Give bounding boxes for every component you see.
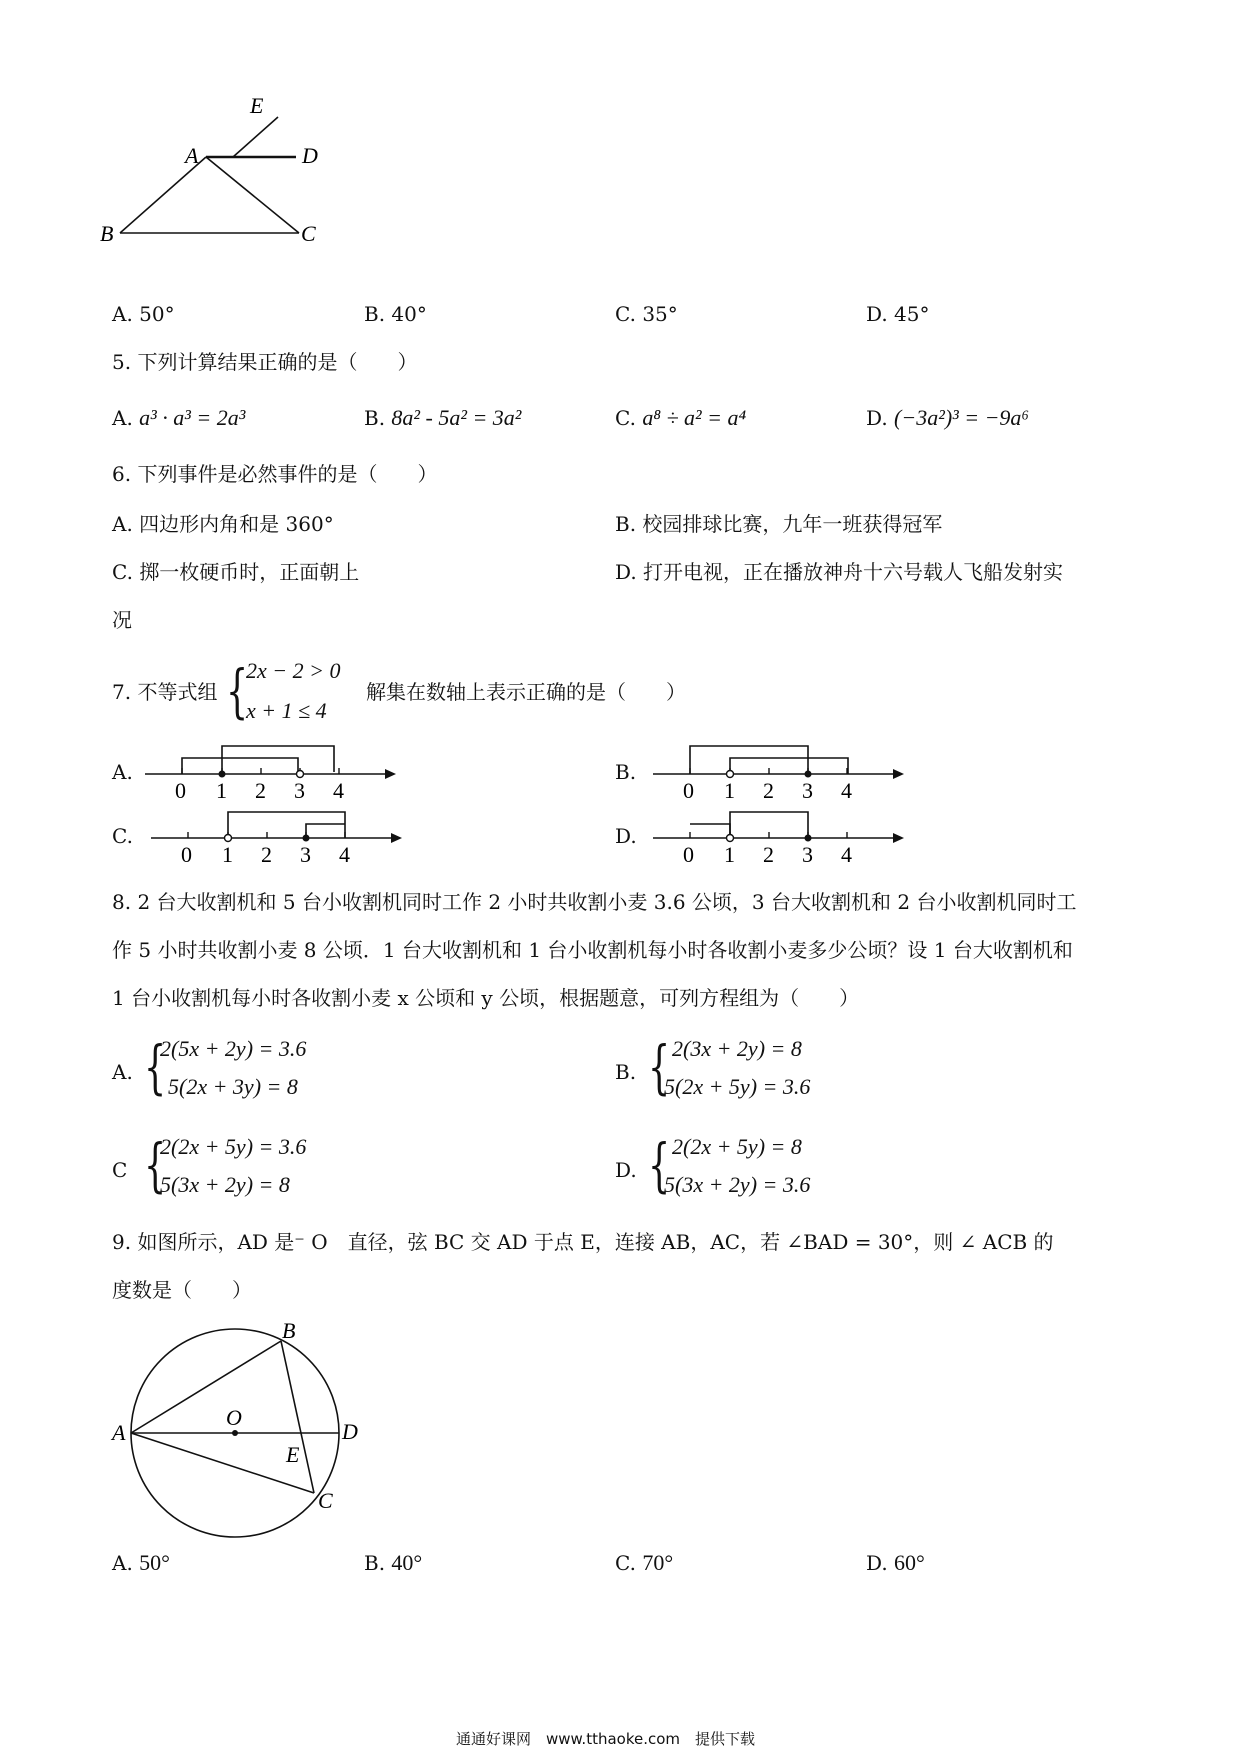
q8-option-a-letter: A. — [112, 1060, 133, 1084]
q6-option-d: D. 打开电视，正在播放神舟十六号载人飞船发射实 — [615, 560, 1064, 584]
q5-option-d: D. (−3a²)³ = −9a⁶ — [866, 405, 1030, 430]
q8-option-c-eq2: 5(3x + 2y) = 8 — [160, 1172, 290, 1197]
q6-option-c: C. 掷一枚硬币时，正面朝上 — [112, 560, 360, 584]
q9-option-a: A. 50° — [112, 1550, 170, 1575]
tick-label: 2 — [255, 778, 266, 803]
label-d: D — [342, 1419, 358, 1444]
q9-line-2: 度数是（ ） — [112, 1278, 252, 1302]
tick-label: 3 — [802, 778, 813, 803]
label-c: C — [318, 1488, 333, 1513]
q8-line-2: 作 5 小时共收割小麦 8 公顷．1 台大收割机和 1 台小收割机每小时各收割小麦多少公顷？设 1 台大收割机和 — [112, 938, 1073, 962]
q7-inequality-1: 2x − 2 > 0 — [246, 658, 341, 683]
q6-stem: 6. 下列事件是必然事件的是（ ） — [112, 462, 438, 486]
q8-option-c-brace: { — [144, 1131, 167, 1199]
label-c: C — [301, 221, 316, 246]
label-o: O — [226, 1405, 242, 1430]
tick-label: 4 — [333, 778, 344, 803]
label-a: A — [112, 1420, 126, 1445]
q5-option-c: C. a⁸ ÷ a² = a⁴ — [615, 405, 747, 430]
tick-label: 4 — [841, 842, 852, 867]
q8-option-c-letter: C — [112, 1158, 128, 1182]
q7-suffix: 解集在数轴上表示正确的是（ ） — [366, 680, 686, 704]
q8-option-b-eq2: 5(2x + 5y) = 3.6 — [664, 1074, 811, 1099]
q8-line-3: 1 台小收割机每小时各收割小麦 x 公顷和 y 公顷，根据题意，可列方程组为（ ） — [112, 986, 860, 1010]
q9-option-c: C. 70° — [615, 1550, 674, 1575]
q4-option-b: B. 40° — [364, 302, 427, 326]
q7-prefix: 7. 不等式组 — [112, 680, 218, 704]
q8-option-d-eq2: 5(3x + 2y) = 3.6 — [664, 1172, 811, 1197]
q7-inequality-2: x + 1 ≤ 4 — [246, 698, 327, 723]
q7-number-line-c — [146, 806, 406, 867]
q6-option-a: A. 四边形内角和是 360° — [112, 512, 334, 536]
q7-option-c-letter: C. — [112, 824, 133, 848]
tick-label: 1 — [724, 842, 735, 867]
tick-label: 1 — [222, 842, 233, 867]
q9-option-d: D. 60° — [866, 1550, 925, 1575]
q6-option-d-wrap: 况 — [112, 608, 132, 632]
label-a: A — [185, 143, 199, 168]
tick-label: 1 — [216, 778, 227, 803]
tick-label: 3 — [300, 842, 311, 867]
q8-option-b-letter: B. — [615, 1060, 637, 1084]
q9-option-b: B. 40° — [364, 1550, 423, 1575]
label-b: B — [282, 1318, 296, 1343]
q7-number-line-a — [140, 742, 400, 803]
q7-option-a-letter: A. — [112, 760, 133, 784]
q8-option-c-eq1: 2(2x + 5y) = 3.6 — [160, 1134, 307, 1159]
label-b: B — [100, 221, 114, 246]
q7-brace: { — [226, 657, 249, 725]
q7-option-b-letter: B. — [615, 760, 637, 784]
tick-label: 2 — [763, 778, 774, 803]
label-e: E — [286, 1442, 300, 1467]
tick-label: 4 — [339, 842, 350, 867]
q7-option-d-letter: D. — [615, 824, 637, 848]
page-footer: 通通好课网 www.tthaoke.com 提供下载 — [456, 1730, 756, 1748]
tick-label: 1 — [724, 778, 735, 803]
q8-option-d-letter: D. — [615, 1158, 637, 1182]
q8-option-b-brace: { — [648, 1033, 671, 1101]
q5-option-a: A. a³ · a³ = 2a³ — [112, 405, 246, 430]
q9-line-1: 9. 如图所示，AD 是⁻ O 直径，弦 BC 交 AD 于点 E，连接 AB，AC，若 ∠BAD = 30°，则 ∠ ACB 的 — [112, 1230, 1054, 1254]
tick-label: 4 — [841, 778, 852, 803]
q4-option-d: D. 45° — [866, 302, 930, 326]
tick-label: 0 — [683, 778, 694, 803]
tick-label: 0 — [181, 842, 192, 867]
q5-option-b: B. 8a² - 5a² = 3a² — [364, 405, 522, 430]
q4-triangle-figure — [100, 95, 360, 275]
q8-option-a-brace: { — [144, 1033, 167, 1101]
q8-option-d-eq1: 2(2x + 5y) = 8 — [672, 1134, 802, 1159]
label-e: E — [250, 93, 264, 118]
tick-label: 0 — [175, 778, 186, 803]
q8-option-b-eq1: 2(3x + 2y) = 8 — [672, 1036, 802, 1061]
tick-label: 0 — [683, 842, 694, 867]
q4-option-c: C. 35° — [615, 302, 678, 326]
q5-stem: 5. 下列计算结果正确的是（ ） — [112, 350, 418, 374]
tick-label: 3 — [294, 778, 305, 803]
q9-circle-figure — [110, 1318, 370, 1518]
q8-option-a-eq1: 2(5x + 2y) = 3.6 — [160, 1036, 307, 1061]
q4-option-a: A. 50° — [112, 302, 175, 326]
q7-number-line-b — [648, 742, 908, 803]
q7-number-line-d — [648, 806, 908, 867]
q6-option-b: B. 校园排球比赛，九年一班获得冠军 — [615, 512, 943, 536]
tick-label: 2 — [763, 842, 774, 867]
q8-line-1: 8. 2 台大收割机和 5 台小收割机同时工作 2 小时共收割小麦 3.6 公顷，3 台大收割机和 2 台小收割机同时工 — [112, 890, 1077, 914]
q8-option-d-brace: { — [648, 1131, 671, 1199]
tick-label: 3 — [802, 842, 813, 867]
tick-label: 2 — [261, 842, 272, 867]
label-d: D — [302, 143, 318, 168]
q8-option-a-eq2: 5(2x + 3y) = 8 — [168, 1074, 298, 1099]
